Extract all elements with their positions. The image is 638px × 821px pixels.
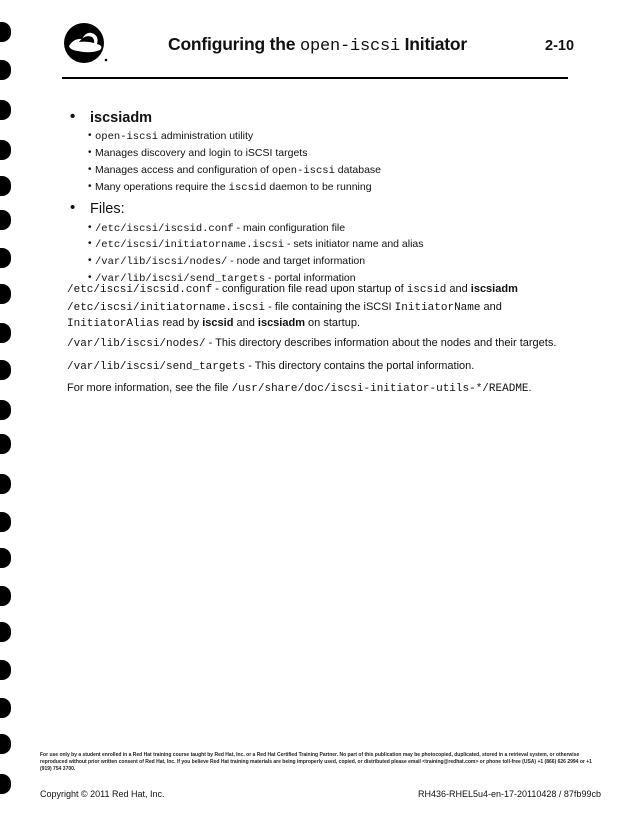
binder-holes xyxy=(0,0,14,821)
item-mono: open-iscsi xyxy=(95,131,159,143)
binder-hole xyxy=(0,100,11,120)
item-text: - main configuration file xyxy=(233,221,346,234)
bullet-heading-files: • Files: xyxy=(68,198,588,220)
paragraph-iscsid-conf xyxy=(67,282,577,298)
item-text: - sets initiator name and alias xyxy=(284,238,424,251)
para-bold: iscsiadm xyxy=(257,317,305,330)
paragraph-nodes xyxy=(67,336,577,352)
item-text: Manages access and configuration of xyxy=(95,163,272,176)
binder-hole xyxy=(0,548,11,568)
binder-hole xyxy=(0,400,11,420)
list-item xyxy=(68,179,588,196)
binder-hole xyxy=(0,434,11,454)
binder-hole xyxy=(0,474,11,494)
item-text: administration utility xyxy=(158,130,254,142)
header-rule xyxy=(62,77,568,79)
item-mono: iscsid xyxy=(228,181,267,194)
binder-hole xyxy=(0,176,11,196)
list-item xyxy=(68,128,588,145)
list-item xyxy=(68,145,588,162)
para-mono: InitiatorAlias xyxy=(67,318,160,331)
red-hat-logo-icon xyxy=(60,22,110,64)
item-mono: /etc/iscsi/initiatorname.iscsi xyxy=(95,239,285,252)
para-mono: /var/lib/iscsi/send_targets xyxy=(67,361,246,373)
binder-hole xyxy=(0,512,11,532)
binder-hole xyxy=(0,248,11,268)
title-text-after: Initiator xyxy=(404,34,468,54)
para-text: . xyxy=(528,382,532,394)
binder-hole xyxy=(0,22,11,42)
legal-fine-print: For use only by a student enrolled in a Red Hat training course taught by Red Hat, Inc. or a Red Hat Certified Training Partner. No part of this publication may be photocopied, duplicated, stored in a retrieval system, or otherwise reproduced without prior written consent of Red Hat, Inc. If you believe Red Hat training materials are being improperly used, copied, or distributed please email <training@redhat.com> or phone toll-free (USA) +1 (866) 626 2994 or +1 (919) 754 3700. xyxy=(40,752,592,772)
para-text: - file containing the iSCSI xyxy=(265,301,395,313)
para-text: - This directory contains the portal information. xyxy=(245,360,475,372)
binder-hole xyxy=(0,323,11,343)
page-number: 2-10 xyxy=(545,38,575,54)
paragraph-send-targets xyxy=(67,359,577,375)
para-mono: iscsid xyxy=(406,284,447,296)
binder-hole xyxy=(0,586,11,606)
document-id: RH436-RHEL5u4-en-17-20110428 / 87fb99cb xyxy=(418,789,601,799)
list-item xyxy=(68,162,588,179)
binder-hole xyxy=(0,660,11,680)
item-text: daemon to be running xyxy=(266,180,372,193)
paragraph-more-info xyxy=(67,381,577,397)
para-text: - configuration file read upon startup of xyxy=(212,283,407,295)
binder-hole xyxy=(0,622,11,642)
binder-hole xyxy=(0,210,11,230)
para-bold: iscsiadm xyxy=(470,283,518,295)
binder-hole xyxy=(0,698,11,718)
title-text-before: Configuring the xyxy=(168,34,296,54)
list-item xyxy=(68,220,588,237)
page-title xyxy=(168,34,467,56)
bullet-heading-iscsiadm: • iscsiadm xyxy=(68,108,588,128)
title-mono: open-iscsi xyxy=(299,37,400,56)
item-mono: /var/lib/iscsi/nodes/ xyxy=(95,256,228,269)
item-text: Many operations require the xyxy=(95,180,229,193)
para-mono: /usr/share/doc/iscsi-initiator-utils-*/README xyxy=(231,383,529,395)
item-mono: /var/lib/iscsi/send_targets xyxy=(95,273,266,286)
para-mono: /etc/iscsi/initiatorname.iscsi xyxy=(67,302,266,314)
binder-hole xyxy=(0,360,11,380)
binder-hole xyxy=(0,734,11,754)
para-mono: /var/lib/iscsi/nodes/ xyxy=(67,338,206,350)
paragraph-initiatorname xyxy=(67,300,577,333)
item-mono: open-iscsi xyxy=(271,164,335,177)
binder-hole xyxy=(0,140,11,160)
item-text: - node and target information xyxy=(227,255,366,268)
binder-hole xyxy=(0,774,11,794)
binder-hole xyxy=(0,284,11,304)
para-text: on startup. xyxy=(304,317,361,330)
para-text: - This directory describes information about the nodes and their targets. xyxy=(205,337,557,349)
list-item xyxy=(68,253,588,270)
item-mono: /etc/iscsi/iscsid.conf xyxy=(95,222,234,235)
item-text: database xyxy=(334,163,381,176)
para-bold: iscsid xyxy=(202,317,234,330)
binder-hole xyxy=(0,60,11,80)
para-text: read by xyxy=(159,317,203,330)
para-mono: /etc/iscsi/iscsid.conf xyxy=(67,284,213,296)
item-text: Manages discovery and login to iSCSI targets xyxy=(95,146,308,159)
item-text: - portal information xyxy=(265,272,356,285)
copyright-notice: Copyright © 2011 Red Hat, Inc. xyxy=(40,789,165,799)
list-item xyxy=(68,236,588,253)
para-text: and xyxy=(480,301,502,313)
para-text: For more information, see the file xyxy=(67,382,232,394)
para-text: and xyxy=(233,317,258,330)
para-mono: InitiatorName xyxy=(394,302,481,314)
bullet-list xyxy=(68,108,588,287)
para-text: and xyxy=(446,283,471,295)
